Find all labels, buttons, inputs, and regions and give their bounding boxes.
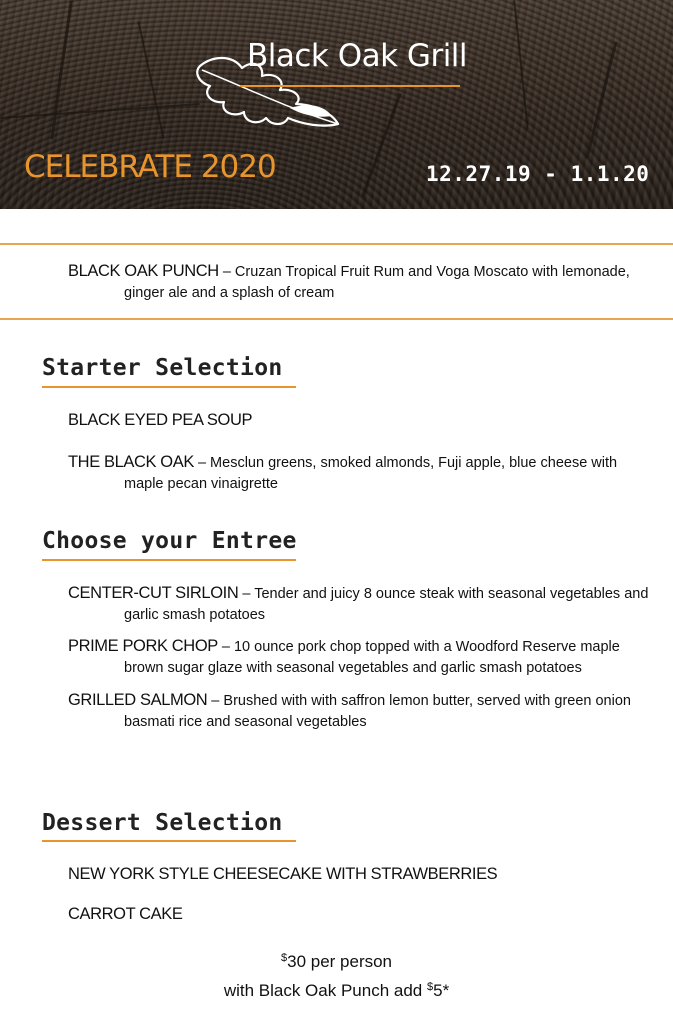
- item-name: GRILLED SALMON: [68, 691, 208, 709]
- wood-crack: [0, 103, 200, 119]
- event-dates: 12.27.19 - 1.1.20: [426, 162, 650, 186]
- price-text: 30 per person: [287, 952, 393, 971]
- item-description-cont: maple pecan vinaigrette: [124, 476, 278, 492]
- section-title-desserts: Dessert Selection: [42, 810, 283, 836]
- section-title-entrees: Choose your Entree: [42, 528, 297, 554]
- addon-price: 5*: [433, 981, 450, 1000]
- item-description-cont: basmati rice and seasonal vegetables: [124, 714, 367, 730]
- item-description: – Brushed with with saffron lemon butter, served with green onion: [207, 693, 631, 709]
- punch-item: [68, 261, 658, 304]
- currency-symbol: $: [280, 952, 288, 964]
- menu-item: BLACK EYED PEA SOUP: [68, 411, 253, 429]
- wood-crack: [513, 0, 529, 129]
- item-name: BLACK OAK PUNCH: [68, 262, 219, 280]
- wood-crack: [50, 0, 72, 139]
- item-name: PRIME PORK CHOP: [68, 637, 218, 655]
- item-description: – Tender and juicy 8 ounce steak with seasonal vegetables and: [238, 586, 649, 602]
- menu-item: [68, 636, 658, 679]
- wood-crack: [586, 41, 618, 158]
- item-description: – Cruzan Tropical Fruit Rum and Voga Moscato with lemonade,: [218, 264, 630, 280]
- wood-crack: [138, 21, 165, 139]
- menu-item: [68, 452, 658, 495]
- item-description: – Mesclun greens, smoked almonds, Fuji apple, blue cheese with: [193, 455, 618, 471]
- divider: [0, 318, 673, 320]
- item-description: – 10 ounce pork chop topped with a Woodford Reserve maple: [217, 639, 620, 655]
- section-underline: [42, 386, 296, 388]
- price-line: [0, 952, 673, 972]
- section-underline: [42, 840, 296, 842]
- item-name: CENTER-CUT SIRLOIN: [68, 584, 239, 602]
- menu-item: [68, 583, 658, 626]
- brand-underline: [240, 85, 460, 87]
- section-title-starters: Starter Selection: [42, 355, 283, 381]
- divider: [0, 243, 673, 245]
- brand-title: Black Oak Grill: [247, 38, 468, 74]
- menu-item: CARROT CAKE: [68, 905, 183, 923]
- menu-item: [68, 690, 658, 733]
- menu-item: NEW YORK STYLE CHEESECAKE WITH STRAWBERRIES: [68, 865, 498, 883]
- item-description-cont: garlic smash potatoes: [124, 607, 266, 623]
- wood-crack: [361, 93, 401, 197]
- item-description-cont: ginger ale and a splash of cream: [124, 285, 335, 301]
- item-description-cont: brown sugar glaze with seasonal vegetables and garlic smash potatoes: [124, 660, 582, 676]
- header-banner: [0, 0, 673, 209]
- addon-text: with Black Oak Punch add: [223, 981, 427, 1000]
- addon-price-line: [0, 981, 673, 1001]
- item-name: THE BLACK OAK: [68, 453, 194, 471]
- currency-symbol: $: [426, 981, 434, 993]
- section-underline: [42, 559, 296, 561]
- event-title: CELEBRATE 2020: [24, 149, 276, 185]
